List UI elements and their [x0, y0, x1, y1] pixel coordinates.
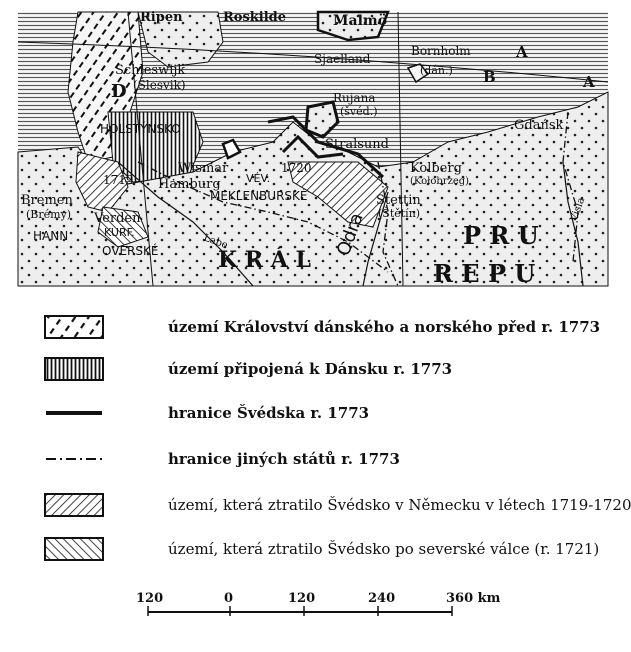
label-overske: OVERSKÉ	[102, 244, 159, 258]
label-labe: Labe	[201, 232, 230, 252]
label-odra: Odra	[332, 210, 368, 259]
label-verden: Verden	[94, 211, 141, 226]
scale-label-240: 240	[368, 591, 396, 606]
swatch-back-diagonal	[44, 493, 104, 517]
label-rujana-note: (švéd.)	[340, 105, 378, 118]
scale-label-120-left: 120	[136, 591, 164, 606]
label-b: B	[483, 68, 496, 86]
label-bornholm-note: (dán.)	[420, 64, 453, 77]
label-gdansk: Gdańsk	[514, 118, 564, 133]
label-hamburg: Hamburg	[158, 177, 221, 192]
label-repu: R E P U	[433, 259, 536, 288]
scale-bar	[130, 588, 501, 628]
label-vev: VÉV.	[246, 172, 271, 185]
label-a1: A	[516, 43, 528, 61]
scale-label-360: 360 km	[446, 591, 501, 606]
scale-label-120: 120	[288, 591, 316, 606]
label-schleswig: Schleswijk	[115, 63, 186, 78]
label-wisla: Visla	[568, 196, 588, 224]
label-hann: HANN	[33, 229, 69, 243]
swatch-forward-diagonal	[44, 537, 104, 561]
label-kurf: KURF.	[104, 226, 135, 239]
label-pru: P R U	[463, 221, 539, 250]
label-kolobrzeg: (Kołobrzeg)	[410, 176, 470, 187]
label-holstynsko: HOLSTÝNSKO	[100, 122, 181, 136]
legend-text-swedish-border: hranice Švédska r. 1773	[168, 404, 370, 422]
historical-map	[18, 12, 608, 286]
label-bremen: Bremen	[21, 193, 73, 208]
legend-text-annexed: území připojená k Dánsku r. 1773	[168, 360, 453, 378]
label-kolberg: Kolberg	[410, 161, 462, 176]
label-kral: K R Á L	[218, 247, 311, 273]
label-stralsund: Stralsund	[325, 137, 389, 152]
label-rujana: Rujana	[333, 91, 376, 105]
legend-text-lost-1721: území, která ztratilo Švédsko po severské válce (r. 1721)	[168, 540, 600, 558]
label-wismar: Wismar	[178, 161, 229, 176]
legend-row-swedish-border	[44, 400, 369, 426]
legend-row-lost-1721	[44, 536, 599, 562]
swatch-vertical	[44, 357, 104, 381]
label-szczecin: (Štětín)	[378, 207, 421, 220]
label-slesvik: (Šlesvik)	[133, 78, 186, 92]
label-ripen: Ripen	[140, 10, 183, 25]
label-a2: A	[583, 73, 595, 91]
legend-row-other-border	[44, 446, 400, 472]
label-bremen-note: (Brémy)	[26, 208, 72, 221]
label-1720: 1720	[281, 161, 312, 175]
label-roskilde: Roskilde	[223, 10, 287, 25]
legend-row-danish-territory	[44, 314, 600, 340]
label-1719: 1719	[103, 173, 134, 187]
legend-text-lost-1719: území, která ztratilo Švédsko v Německu v létech 1719-1720	[168, 496, 631, 514]
swatch-dash-dot-line	[44, 447, 104, 471]
swatch-dash-diagonal	[44, 315, 104, 339]
legend-text-danish-territory: území Království dánského a norského před r. 1773	[168, 318, 601, 336]
scale-label-0: 0	[224, 591, 234, 606]
label-meklenburske: MEKLENBURSKÉ	[210, 189, 308, 203]
legend-text-other-border: hranice jiných států r. 1773	[168, 450, 400, 468]
swatch-thick-line	[44, 401, 104, 425]
legend-row-annexed	[44, 356, 452, 382]
label-sjaelland: Sjaelland	[314, 52, 371, 66]
label-bornholm: Bornholm	[411, 44, 471, 58]
label-stettin: Stettin	[376, 193, 421, 208]
label-d: D	[111, 81, 127, 102]
legend-row-lost-1719	[44, 492, 631, 518]
label-malmo: Malmö	[333, 13, 388, 29]
